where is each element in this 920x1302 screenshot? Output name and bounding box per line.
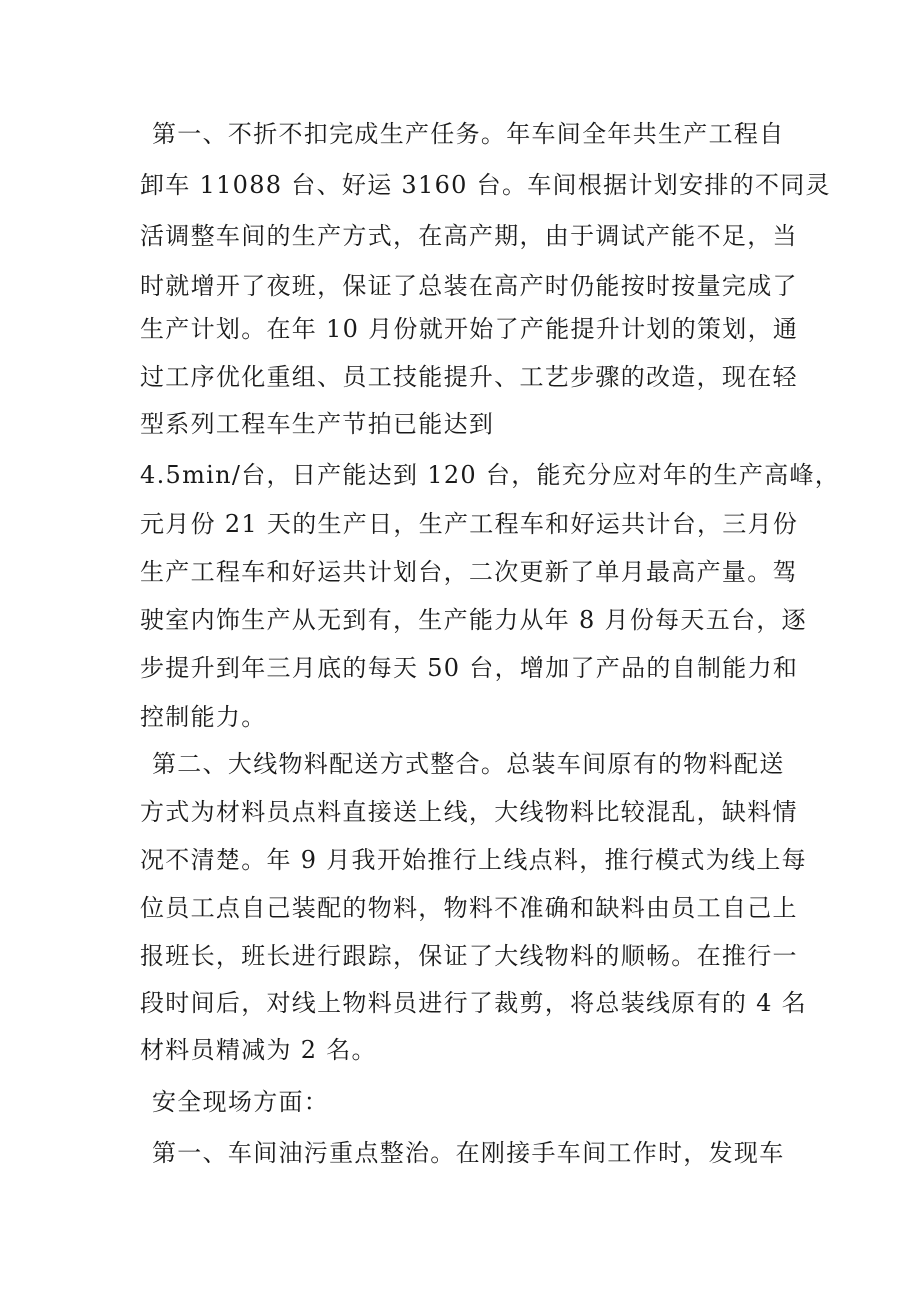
text-line-6: 过工序优化重组、员工技能提升、工艺步骤的改造，现在轻 xyxy=(140,363,798,391)
text-line-18: 报班长，班长进行跟踪，保证了大线物料的顺畅。在推行一 xyxy=(140,942,798,970)
text-line-12: 步提升到年三月底的每天 50 台，增加了产品的自制能力和 xyxy=(140,654,799,682)
text-line-15: 方式为材料员点料直接送上线，大线物料比较混乱，缺料情 xyxy=(140,798,798,826)
text-line-8: 4.5min/台，日产能达到 120 台，能充分应对年的生产高峰， xyxy=(140,461,841,489)
text-line-7: 型系列工程车生产节拍已能达到 xyxy=(140,410,495,438)
text-line-16: 况不清楚。年 9 月我开始推行上线点料，推行模式为线上每 xyxy=(140,846,807,874)
text-line-5: 生产计划。在年 10 月份就开始了产能提升计划的策划，通 xyxy=(140,315,799,343)
text-line-20: 材料员精减为 2 名。 xyxy=(140,1036,377,1064)
text-line-9: 元月份 21 天的生产日，生产工程车和好运共计台，三月份 xyxy=(140,510,799,538)
text-line-3: 活调整车间的生产方式，在高产期，由于调试产能不足，当 xyxy=(140,222,798,250)
text-line-22: 第一、车间油污重点整治。在刚接手车间工作时，发现车 xyxy=(152,1139,785,1167)
text-line-1: 第一、不折不扣完成生产任务。年车间全年共生产工程自 xyxy=(152,120,785,148)
text-line-21: 安全现场方面： xyxy=(152,1088,330,1116)
text-line-17: 位员工点自己装配的物料，物料不准确和缺料由员工自己上 xyxy=(140,894,798,922)
text-line-10: 生产工程车和好运共计划台，二次更新了单月最高产量。驾 xyxy=(140,558,798,586)
text-line-19: 段时间后，对线上物料员进行了裁剪，将总装线原有的 4 名 xyxy=(140,989,807,1017)
text-line-14: 第二、大线物料配送方式整合。总装车间原有的物料配送 xyxy=(152,750,785,778)
text-line-11: 驶室内饰生产从无到有，生产能力从年 8 月份每天五台，逐 xyxy=(140,606,807,634)
text-line-2: 卸车 11088 台、好运 3160 台。车间根据计划安排的不同灵 xyxy=(140,171,831,199)
text-line-4: 时就增开了夜班，保证了总装在高产时仍能按时按量完成了 xyxy=(140,272,798,300)
text-line-13: 控制能力。 xyxy=(140,703,267,731)
